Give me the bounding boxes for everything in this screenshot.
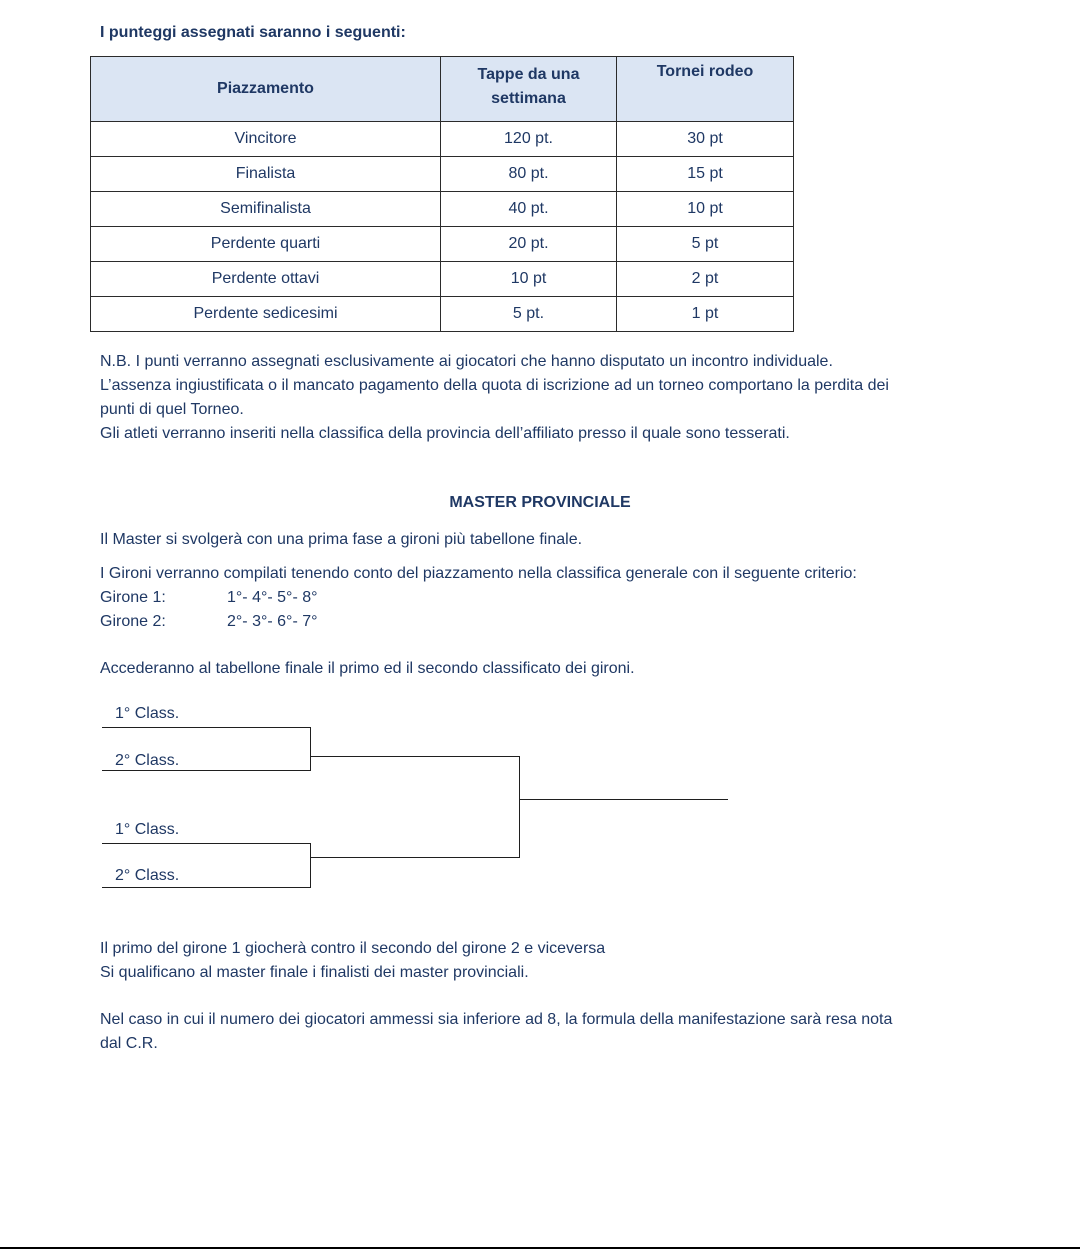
closing-block-1	[100, 937, 1000, 985]
bracket-line	[102, 887, 311, 888]
bracket-line	[102, 727, 311, 728]
cell-placement: Perdente quarti	[91, 227, 441, 262]
bracket-slot-label: 2° Class.	[115, 752, 180, 769]
table-row	[91, 227, 794, 262]
bracket-connector	[310, 727, 311, 771]
cell-week-points: 40 pt.	[441, 192, 617, 227]
cell-rodeo-points: 2 pt	[617, 262, 794, 297]
note-line: punti di quel Torneo.	[100, 401, 244, 418]
cell-week-points: 10 pt	[441, 262, 617, 297]
notes-block	[100, 350, 1000, 446]
cell-placement: Semifinalista	[91, 192, 441, 227]
cell-week-points: 20 pt.	[441, 227, 617, 262]
bracket-line	[102, 843, 311, 844]
cell-placement: Perdente ottavi	[91, 262, 441, 297]
header-tornei-rodeo: Tornei rodeo	[617, 57, 794, 122]
points-table	[90, 56, 794, 332]
table-row	[91, 262, 794, 297]
cell-rodeo-points: 15 pt	[617, 157, 794, 192]
table-row	[91, 297, 794, 332]
table-row	[91, 122, 794, 157]
page-bottom-rule	[0, 1247, 1080, 1249]
table-row	[91, 157, 794, 192]
cell-rodeo-points: 30 pt	[617, 122, 794, 157]
girone1-value: 1°- 4°- 5°- 8°	[227, 589, 318, 606]
cell-rodeo-points: 10 pt	[617, 192, 794, 227]
cell-week-points: 80 pt.	[441, 157, 617, 192]
bracket-line	[311, 756, 520, 757]
header-tappe	[441, 57, 617, 122]
cell-week-points: 5 pt.	[441, 297, 617, 332]
intro-heading: I punteggi assegnati saranno i seguenti:	[100, 24, 406, 41]
closing-line: Si qualificano al master finale i finalisti dei master provinciali.	[100, 964, 529, 981]
bracket-connector	[519, 756, 520, 858]
girone1-label: Girone 1:	[100, 589, 166, 606]
header-piazzamento: Piazzamento	[91, 57, 441, 122]
table-row	[91, 192, 794, 227]
cell-rodeo-points: 5 pt	[617, 227, 794, 262]
closing-line: dal C.R.	[100, 1035, 158, 1052]
note-line: Gli atleti verranno inseriti nella classifica della provincia dell’affiliato presso il quale sono tesserati.	[100, 425, 790, 442]
table-header-row	[91, 57, 794, 122]
cell-placement: Vincitore	[91, 122, 441, 157]
bracket-line	[102, 770, 311, 771]
closing-line: Il primo del girone 1 giocherà contro il secondo del girone 2 e viceversa	[100, 940, 606, 957]
bracket-slot-label: 1° Class.	[115, 705, 180, 722]
header-tappe-label: Tappe da una settimana	[477, 66, 580, 107]
closing-line: Nel caso in cui il numero dei giocatori ammessi sia inferiore ad 8, la formula della manifestazione sarà resa nota	[100, 1011, 893, 1028]
bracket-final-line	[520, 799, 728, 800]
bracket-line	[311, 857, 520, 858]
bracket-slot-label: 1° Class.	[115, 821, 180, 838]
girone2-label: Girone 2:	[100, 613, 166, 630]
girone2-value: 2°- 3°- 6°- 7°	[227, 613, 318, 630]
cell-week-points: 120 pt.	[441, 122, 617, 157]
closing-block-2	[100, 1008, 1000, 1056]
cell-rodeo-points: 1 pt	[617, 297, 794, 332]
cell-placement: Finalista	[91, 157, 441, 192]
section-heading: MASTER PROVINCIALE	[449, 494, 631, 511]
bracket-connector	[310, 843, 311, 888]
bracket-slot-label: 2° Class.	[115, 867, 180, 884]
master-access: Accederanno al tabellone finale il primo ed il secondo classificato dei gironi.	[100, 660, 635, 677]
note-line: N.B. I punti verranno assegnati esclusivamente ai giocatori che hanno disputato un incontro individuale.	[100, 353, 833, 370]
note-line: L’assenza ingiustificata o il mancato pagamento della quota di iscrizione ad un torneo comportano la perdita dei	[100, 377, 889, 394]
master-format: Il Master si svolgerà con una prima fase a gironi più tabellone finale.	[100, 531, 583, 548]
master-criteria: I Gironi verranno compilati tenendo conto del piazzamento nella classifica generale con il seguente criterio:	[100, 565, 857, 582]
cell-placement: Perdente sedicesimi	[91, 297, 441, 332]
